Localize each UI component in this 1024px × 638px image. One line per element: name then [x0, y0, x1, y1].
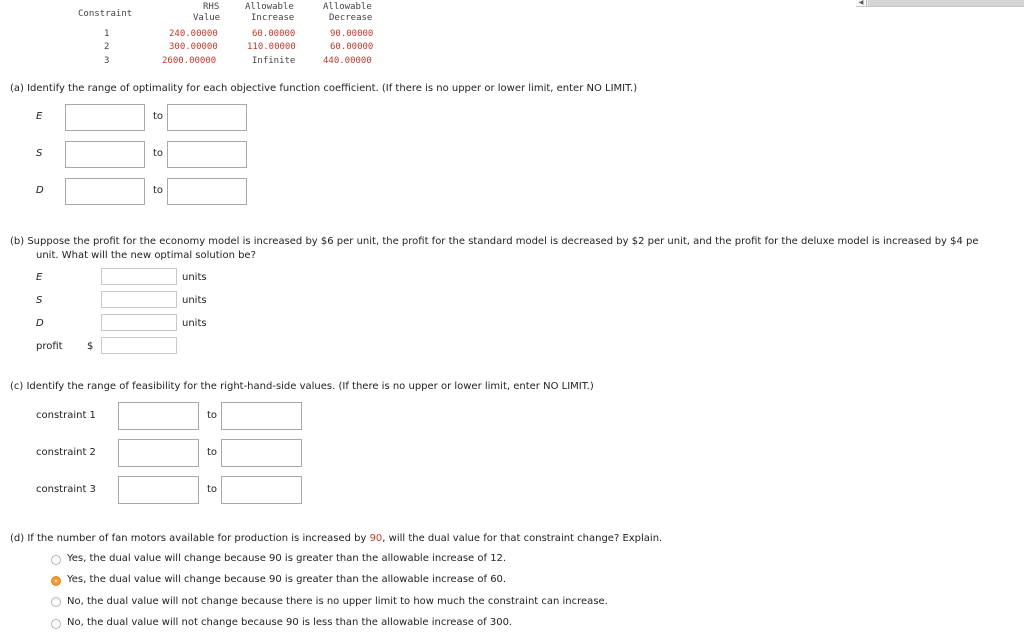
part-c-label-3: constraint 3 [36, 484, 96, 495]
header-inc-1: Allowable [245, 2, 294, 12]
row-3-constraint: 3 [104, 56, 110, 66]
part-d-option-3-text[interactable]: No, the dual value will not change because there is no upper limit to how much the constraint can increase. [67, 596, 608, 607]
row-1-constraint: 1 [104, 29, 110, 39]
row-2-decrease: 60.00000 [330, 42, 374, 52]
part-b-unit-d: units [182, 318, 207, 329]
part-a-label-s: S [36, 148, 43, 159]
header-dec-1: Allowable [323, 2, 372, 12]
part-a-label-d: D [36, 185, 44, 196]
part-d-option-2-text[interactable]: Yes, the dual value will change because 90 is greater than the allowable increase of 60. [67, 574, 507, 585]
part-c-to-1: to [207, 410, 218, 421]
part-b-profit-input[interactable] [101, 337, 177, 354]
part-b-e-input[interactable] [101, 268, 177, 285]
part-d-question-highlight: 90 [369, 533, 383, 544]
part-c-2-upper-input[interactable] [221, 439, 302, 467]
part-d-option-1-text[interactable]: Yes, the dual value will change because 90 is greater than the allowable increase of 12. [67, 553, 507, 564]
part-b-unit-s: units [182, 295, 207, 306]
row-2-rhs: 300.00000 [169, 42, 218, 52]
header-dec-2: Decrease [329, 13, 373, 23]
row-1-increase: 60.00000 [252, 29, 296, 39]
row-3-rhs: 2600.00000 [162, 56, 217, 66]
part-b-question-line2: unit. What will the new optimal solution be? [36, 250, 256, 261]
part-b-dollar-sign: $ [87, 341, 94, 352]
part-b-profit-label: profit [36, 341, 63, 352]
scroll-thumb[interactable] [868, 0, 1024, 6]
part-a-e-upper-input[interactable] [167, 104, 247, 131]
part-c-label-2: constraint 2 [36, 447, 96, 458]
part-d-option-4-radio[interactable] [51, 619, 61, 629]
part-c-3-lower-input[interactable] [118, 476, 199, 504]
row-1-rhs: 240.00000 [169, 29, 218, 39]
part-a-e-lower-input[interactable] [65, 104, 145, 131]
scroll-left-icon[interactable]: ◀ [856, 0, 867, 6]
part-b-label-s: S [36, 295, 43, 306]
part-a-to-s: to [153, 148, 164, 159]
part-b-label-e: E [36, 272, 43, 283]
part-c-to-3: to [207, 484, 218, 495]
part-d-question-suffix: , will the dual value for that constraint change? Explain. [382, 533, 663, 544]
part-d-option-2-radio[interactable] [51, 576, 61, 586]
part-a-label-e: E [36, 111, 43, 122]
row-3-decrease: 440.00000 [323, 56, 372, 66]
part-d-option-4-text[interactable]: No, the dual value will not change because 90 is less than the allowable increase of 300. [67, 617, 513, 628]
header-rhs-1: RHS [203, 2, 220, 12]
horizontal-scrollbar[interactable] [856, 0, 1024, 7]
part-a-s-upper-input[interactable] [167, 141, 247, 168]
part-c-3-upper-input[interactable] [221, 476, 302, 504]
part-b-label-d: D [36, 318, 44, 329]
part-d-question-prefix: (d) If the number of fan motors available for production is increased by [10, 533, 370, 544]
part-c-1-lower-input[interactable] [118, 402, 199, 430]
row-1-decrease: 90.00000 [330, 29, 374, 39]
part-a-s-lower-input[interactable] [65, 141, 145, 168]
part-d-option-1-radio[interactable] [51, 555, 61, 565]
part-b-unit-e: units [182, 272, 207, 283]
header-rhs-2: Value [193, 13, 221, 23]
part-b-s-input[interactable] [101, 291, 177, 308]
part-c-to-2: to [207, 447, 218, 458]
part-c-question: (c) Identify the range of feasibility for the right-hand-side values. (If there is no upper or lower limit, enter NO LIMIT.) [10, 381, 594, 392]
part-c-2-lower-input[interactable] [118, 439, 199, 467]
part-c-1-upper-input[interactable] [221, 402, 302, 430]
row-2-constraint: 2 [104, 42, 110, 52]
part-a-to-e: to [153, 111, 164, 122]
row-2-increase: 110.00000 [247, 42, 296, 52]
part-d-option-3-radio[interactable] [51, 597, 61, 607]
part-c-label-1: constraint 1 [36, 410, 96, 421]
header-inc-2: Increase [251, 13, 295, 23]
row-3-increase: Infinite [252, 56, 296, 66]
part-a-d-upper-input[interactable] [167, 178, 247, 205]
part-a-to-d: to [153, 185, 164, 196]
part-b-question-line1: (b) Suppose the profit for the economy model is increased by $6 per unit, the profit for the standard model is decreased by $2 per unit, and the profit for the deluxe model is increased by $4 pe [10, 236, 979, 247]
part-a-d-lower-input[interactable] [65, 178, 145, 205]
header-constraint: Constraint [78, 9, 133, 19]
part-b-d-input[interactable] [101, 314, 177, 331]
part-d-question [10, 533, 662, 544]
part-a-question: (a) Identify the range of optimality for each objective function coefficient. (If there is no upper or lower limit, enter NO LIMIT.) [10, 83, 638, 94]
